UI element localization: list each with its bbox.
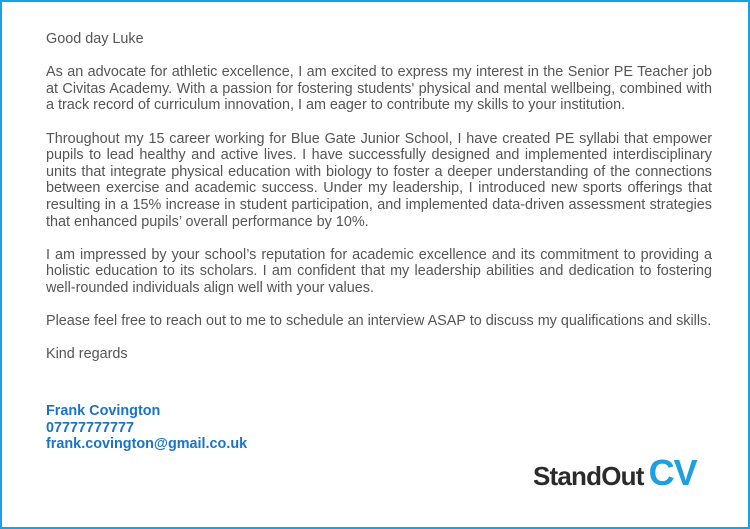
logo-cv-text: CV (648, 452, 697, 493)
letter-paragraph-motivation: I am impressed by your school’s reputation for academic excellence and its commitment to providing a holistic education to its scholars. I am confident that my leadership abilities and dedication to fostering well-rounded individuals align well with your values. (46, 246, 712, 296)
standout-cv-logo (533, 452, 697, 492)
signature-name: Frank Covington (46, 403, 161, 419)
signature-phone: 07777777777 (46, 419, 135, 436)
letter-paragraph-experience: Throughout my 15 career working for Blue Gate Junior School, I have created PE syllabi that empower pupils to lead healthy and active lives. I have successfully designed and implemented interdisciplinary units that integrate physical education with biology to foster a deeper understanding of the connections between exercise and academic success. Under my leadership, I introduced new sports offerings that resulting in a 15% increase in student participation, and implemented data-driven assessment strategies that enhanced pupils’ overall performance by 10%. (46, 130, 712, 230)
letter-paragraph-intro: As an advocate for athletic excellence, I am excited to express my interest in the Senior PE Teacher job at Civitas Academy. With a passion for fostering students' physical and mental wellbeing, combined with a track record of curriculum innovation, I am eager to contribute my skills to your institution. (46, 64, 712, 114)
signature-block (46, 403, 247, 453)
letter-body (46, 31, 712, 379)
letter-closing: Kind regards (46, 346, 128, 363)
letter-paragraph-call-to-action: Please feel free to reach out to me to schedule an interview ASAP to discuss my qualifications and skills. (46, 313, 712, 330)
signature-email: frank.covington@gmail.co.uk (46, 436, 248, 453)
logo-standout-text: StandOut (533, 461, 644, 491)
letter-greeting: Good day Luke (46, 31, 144, 47)
